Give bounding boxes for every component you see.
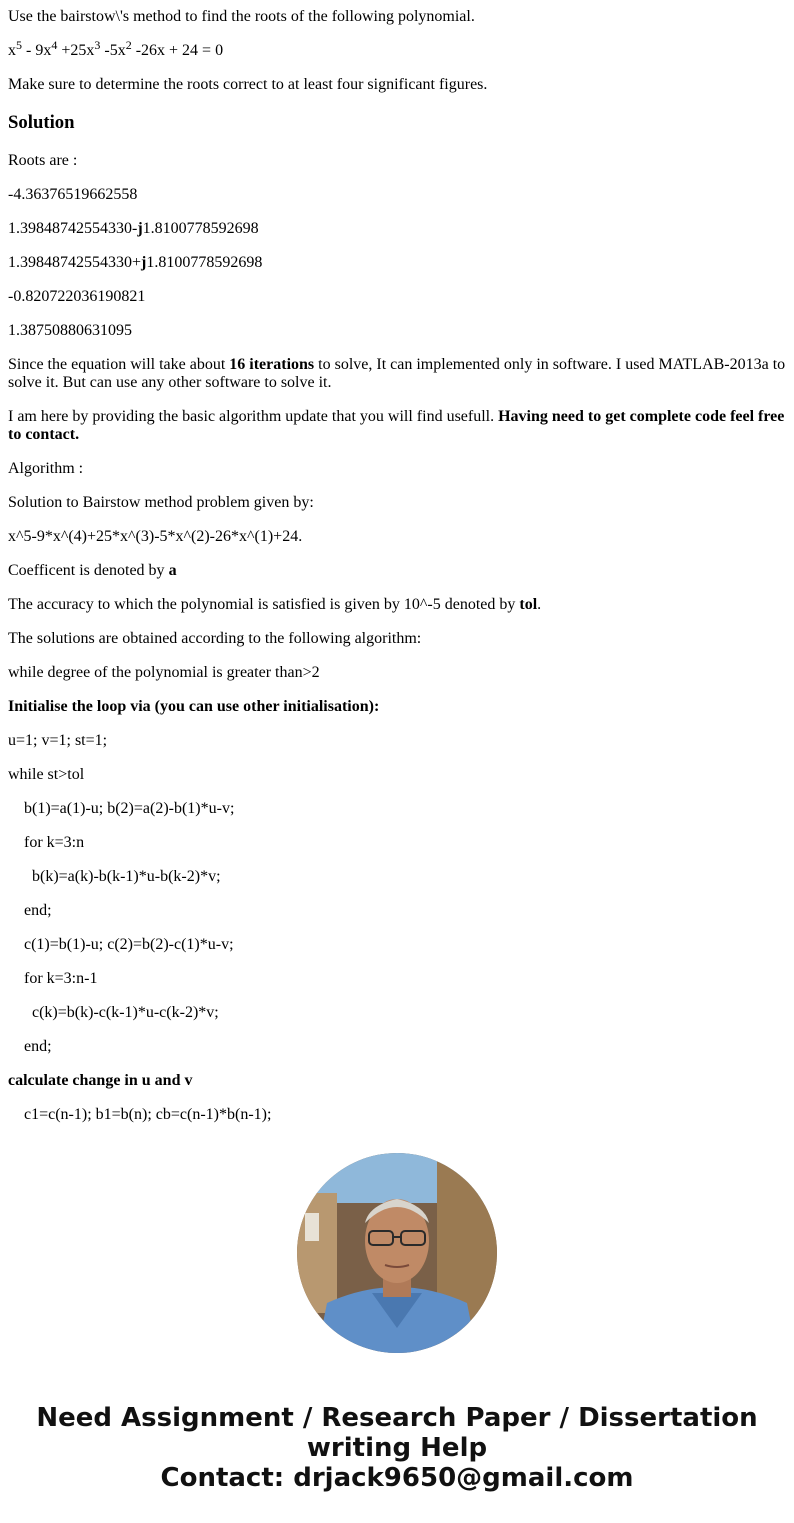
root-2: 1.39848742554330-j1.8100778592698 [8, 220, 259, 237]
portrait-image [297, 1153, 497, 1353]
polynomial-equation: $x^5 - 9x^4 +25x^3$ $-5x^2$ -26x + 24 = 0 [8, 38, 224, 59]
promo-footer [0, 1403, 794, 1493]
code-line: u=1; v=1; st=1; [8, 732, 108, 749]
author-portrait [297, 1153, 497, 1353]
code-line: for k=3:n [24, 834, 85, 851]
footer-line-1: Need Assignment / Research Paper / Dissertation [36, 1403, 758, 1433]
footer-contact: Contact: drjack9650@gmail.com [160, 1463, 634, 1493]
footer-line-2: writing Help [306, 1433, 488, 1463]
code-line-cut: c1=c(n-1); b1=b(n); cb=c(n-1)*b(n-1); [24, 1106, 272, 1123]
change-heading: calculate change in u and v [8, 1072, 193, 1089]
algorithm-label: Algorithm : [8, 460, 84, 477]
root-4: -0.820722036190821 [8, 288, 146, 305]
precision-note: Make sure to determine the roots correct to at least four significant figures. [8, 76, 488, 93]
algorithm-intro: Solution to Bairstow method problem given by: [8, 494, 314, 511]
code-line: while st>tol [8, 766, 85, 783]
help-note: I am here by providing the basic algorithm update that you will find usefull. Having need to get complete code feel free to contact. [8, 408, 785, 443]
question-intro: Use the bairstow\'s method to find the roots of the following polynomial. [8, 8, 475, 25]
code-line: c(k)=b(k)-c(k-1)*u-c(k-2)*v; [32, 1004, 219, 1021]
root-5: 1.38750880631095 [8, 322, 132, 339]
iterations-note: Since the equation will take about 16 iterations to solve, It can implemented only in software. I used MATLAB-2013a to solve it. But can use any other software to solve it. [8, 356, 786, 391]
solution-heading: Solution [8, 112, 75, 133]
tolerance-note: The accuracy to which the polynomial is satisfied is given by 10^-5 denoted by tol. [8, 596, 542, 613]
root-3: 1.39848742554330+j1.8100778592698 [8, 254, 263, 271]
document-content [8, 0, 788, 1123]
roots-label: Roots are : [8, 152, 78, 169]
code-line: for k=3:n-1 [24, 970, 98, 987]
init-heading: Initialise the loop via (you can use other initialisation): [8, 698, 380, 715]
while-degree: while degree of the polynomial is greater than>2 [8, 664, 320, 681]
algorithm-obtained: The solutions are obtained according to the following algorithm: [8, 630, 422, 647]
polynomial-code: x^5-9*x^(4)+25*x^(3)-5*x^(2)-26*x^(1)+24. [8, 528, 303, 545]
code-line: end; [24, 1038, 52, 1055]
code-line: c(1)=b(1)-u; c(2)=b(2)-c(1)*u-v; [24, 936, 234, 953]
code-line: end; [24, 902, 52, 919]
code-line: b(1)=a(1)-u; b(2)=a(2)-b(1)*u-v; [24, 800, 235, 817]
coefficient-note: Coefficent is denoted by a [8, 562, 177, 579]
root-1: -4.36376519662558 [8, 186, 138, 203]
code-line: b(k)=a(k)-b(k-1)*u-b(k-2)*v; [32, 868, 221, 885]
